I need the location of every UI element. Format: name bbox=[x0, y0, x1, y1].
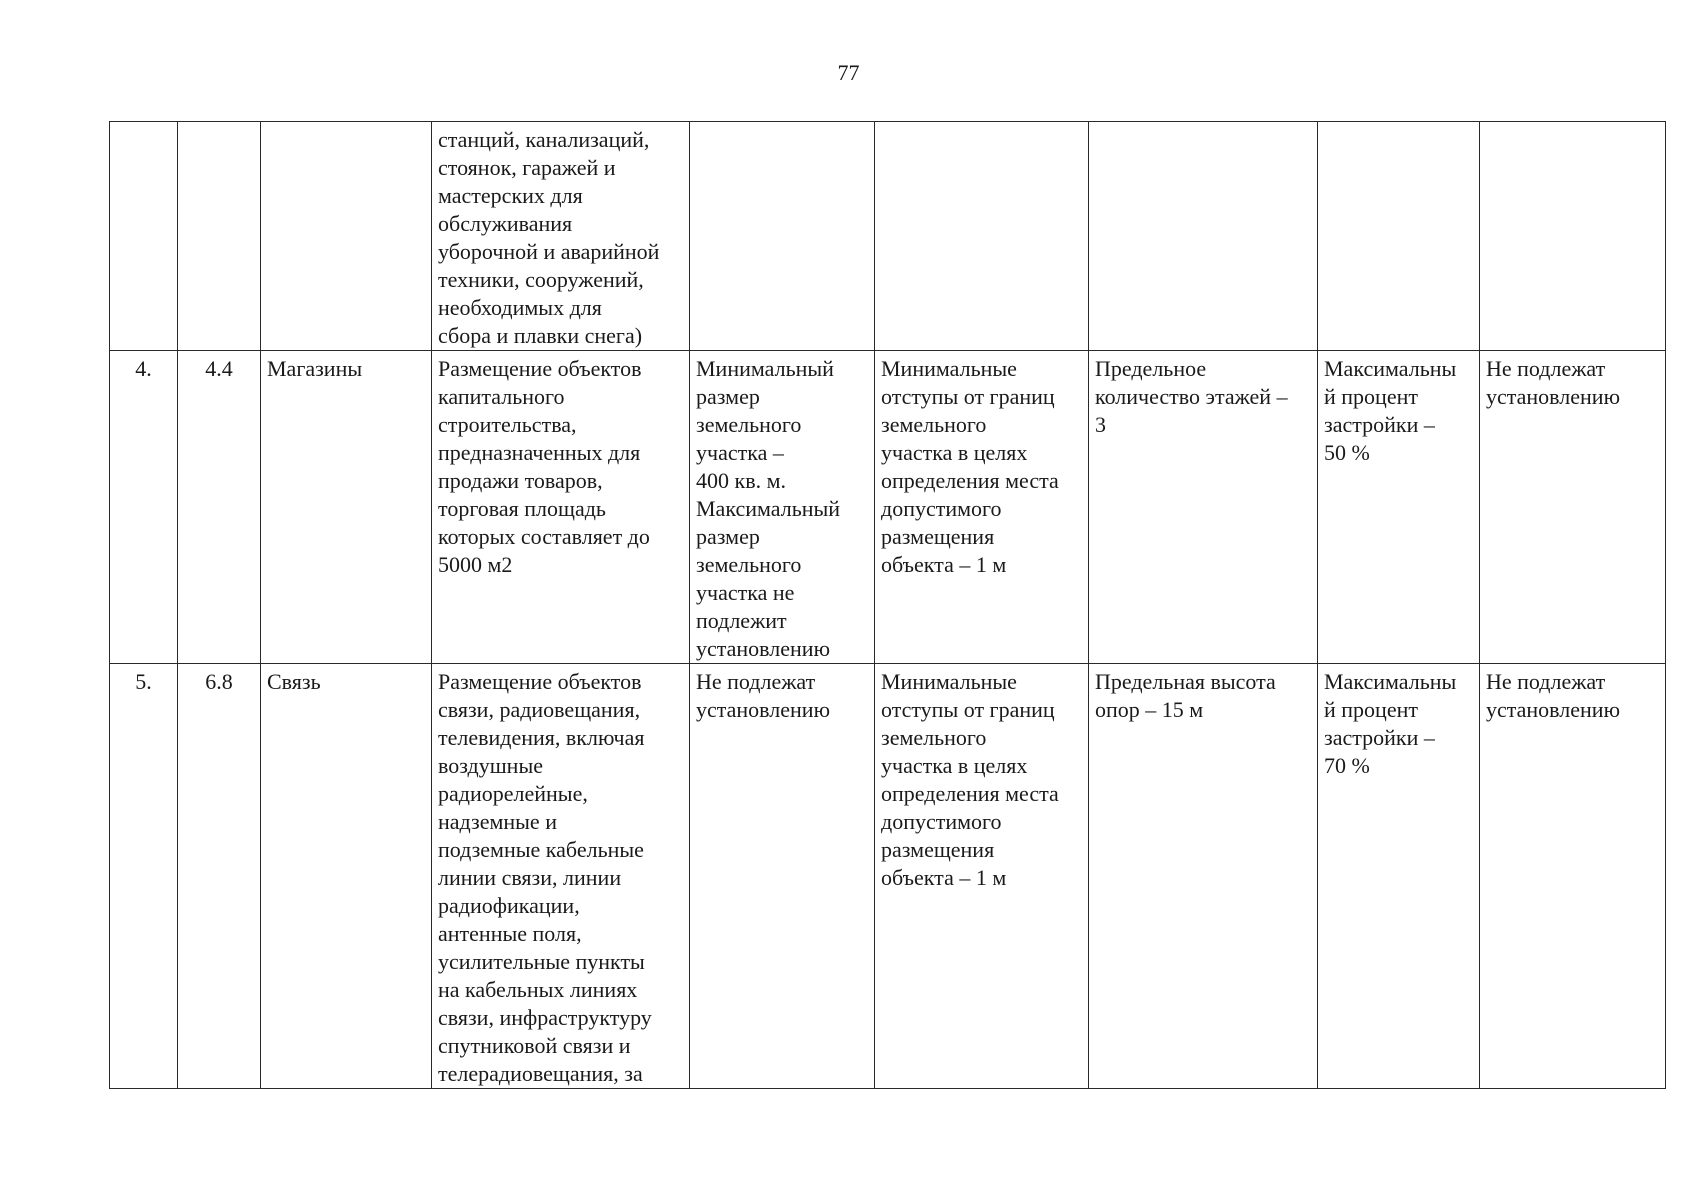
cell-num bbox=[110, 122, 178, 351]
cell-setbacks bbox=[875, 122, 1089, 351]
cell-code bbox=[178, 122, 261, 351]
cell-num: 4. bbox=[110, 351, 178, 664]
cell-setbacks: Минимальные отступы от границ земельного участка в целях определения места допустимого размещения объекта – 1 м bbox=[875, 664, 1089, 1089]
cell-other: Не подлежат установлению bbox=[1480, 664, 1666, 1089]
cell-other: Не подлежат установлению bbox=[1480, 351, 1666, 664]
cell-coverage: Максимальны й процент застройки – 50 % bbox=[1318, 351, 1480, 664]
cell-name: Связь bbox=[261, 664, 432, 1089]
cell-height-limit: Предельная высота опор – 15 м bbox=[1089, 664, 1318, 1089]
cell-description: станций, канализаций, стоянок, гаражей и мастерских для обслуживания уборочной и аварийной техники, сооружений, необходимых для сбора и плавки снега) bbox=[432, 122, 690, 351]
land-use-table bbox=[109, 121, 1666, 1089]
cell-setbacks: Минимальные отступы от границ земельного участка в целях определения места допустимого размещения объекта – 1 м bbox=[875, 351, 1089, 664]
cell-description: Размещение объектов связи, радиовещания, телевидения, включая воздушные радиорелейные, надземные и подземные кабельные линии связи, линии радиофикации, антенные поля, усилительные пункты на кабельных линиях связи, инфраструктуру спутниковой связи и телерадиовещания, за bbox=[432, 664, 690, 1089]
cell-coverage: Максимальны й процент застройки – 70 % bbox=[1318, 664, 1480, 1089]
cell-code: 4.4 bbox=[178, 351, 261, 664]
cell-coverage bbox=[1318, 122, 1480, 351]
cell-height-limit: Предельное количество этажей – 3 bbox=[1089, 351, 1318, 664]
cell-description: Размещение объектов капитального строительства, предназначенных для продажи товаров, торговая площадь которых составляет до 5000 м2 bbox=[432, 351, 690, 664]
cell-other bbox=[1480, 122, 1666, 351]
cell-name bbox=[261, 122, 432, 351]
cell-plot-size: Не подлежат установлению bbox=[690, 664, 875, 1089]
cell-code: 6.8 bbox=[178, 664, 261, 1089]
cell-plot-size: Минимальный размер земельного участка – 400 кв. м. Максимальный размер земельного участка не подлежит установлению bbox=[690, 351, 875, 664]
page-number: 77 bbox=[837, 60, 860, 85]
table-row bbox=[110, 664, 1666, 1089]
cell-num: 5. bbox=[110, 664, 178, 1089]
cell-plot-size bbox=[690, 122, 875, 351]
table-row bbox=[110, 351, 1666, 664]
cell-height-limit bbox=[1089, 122, 1318, 351]
cell-name: Магазины bbox=[261, 351, 432, 664]
table-row bbox=[110, 122, 1666, 351]
